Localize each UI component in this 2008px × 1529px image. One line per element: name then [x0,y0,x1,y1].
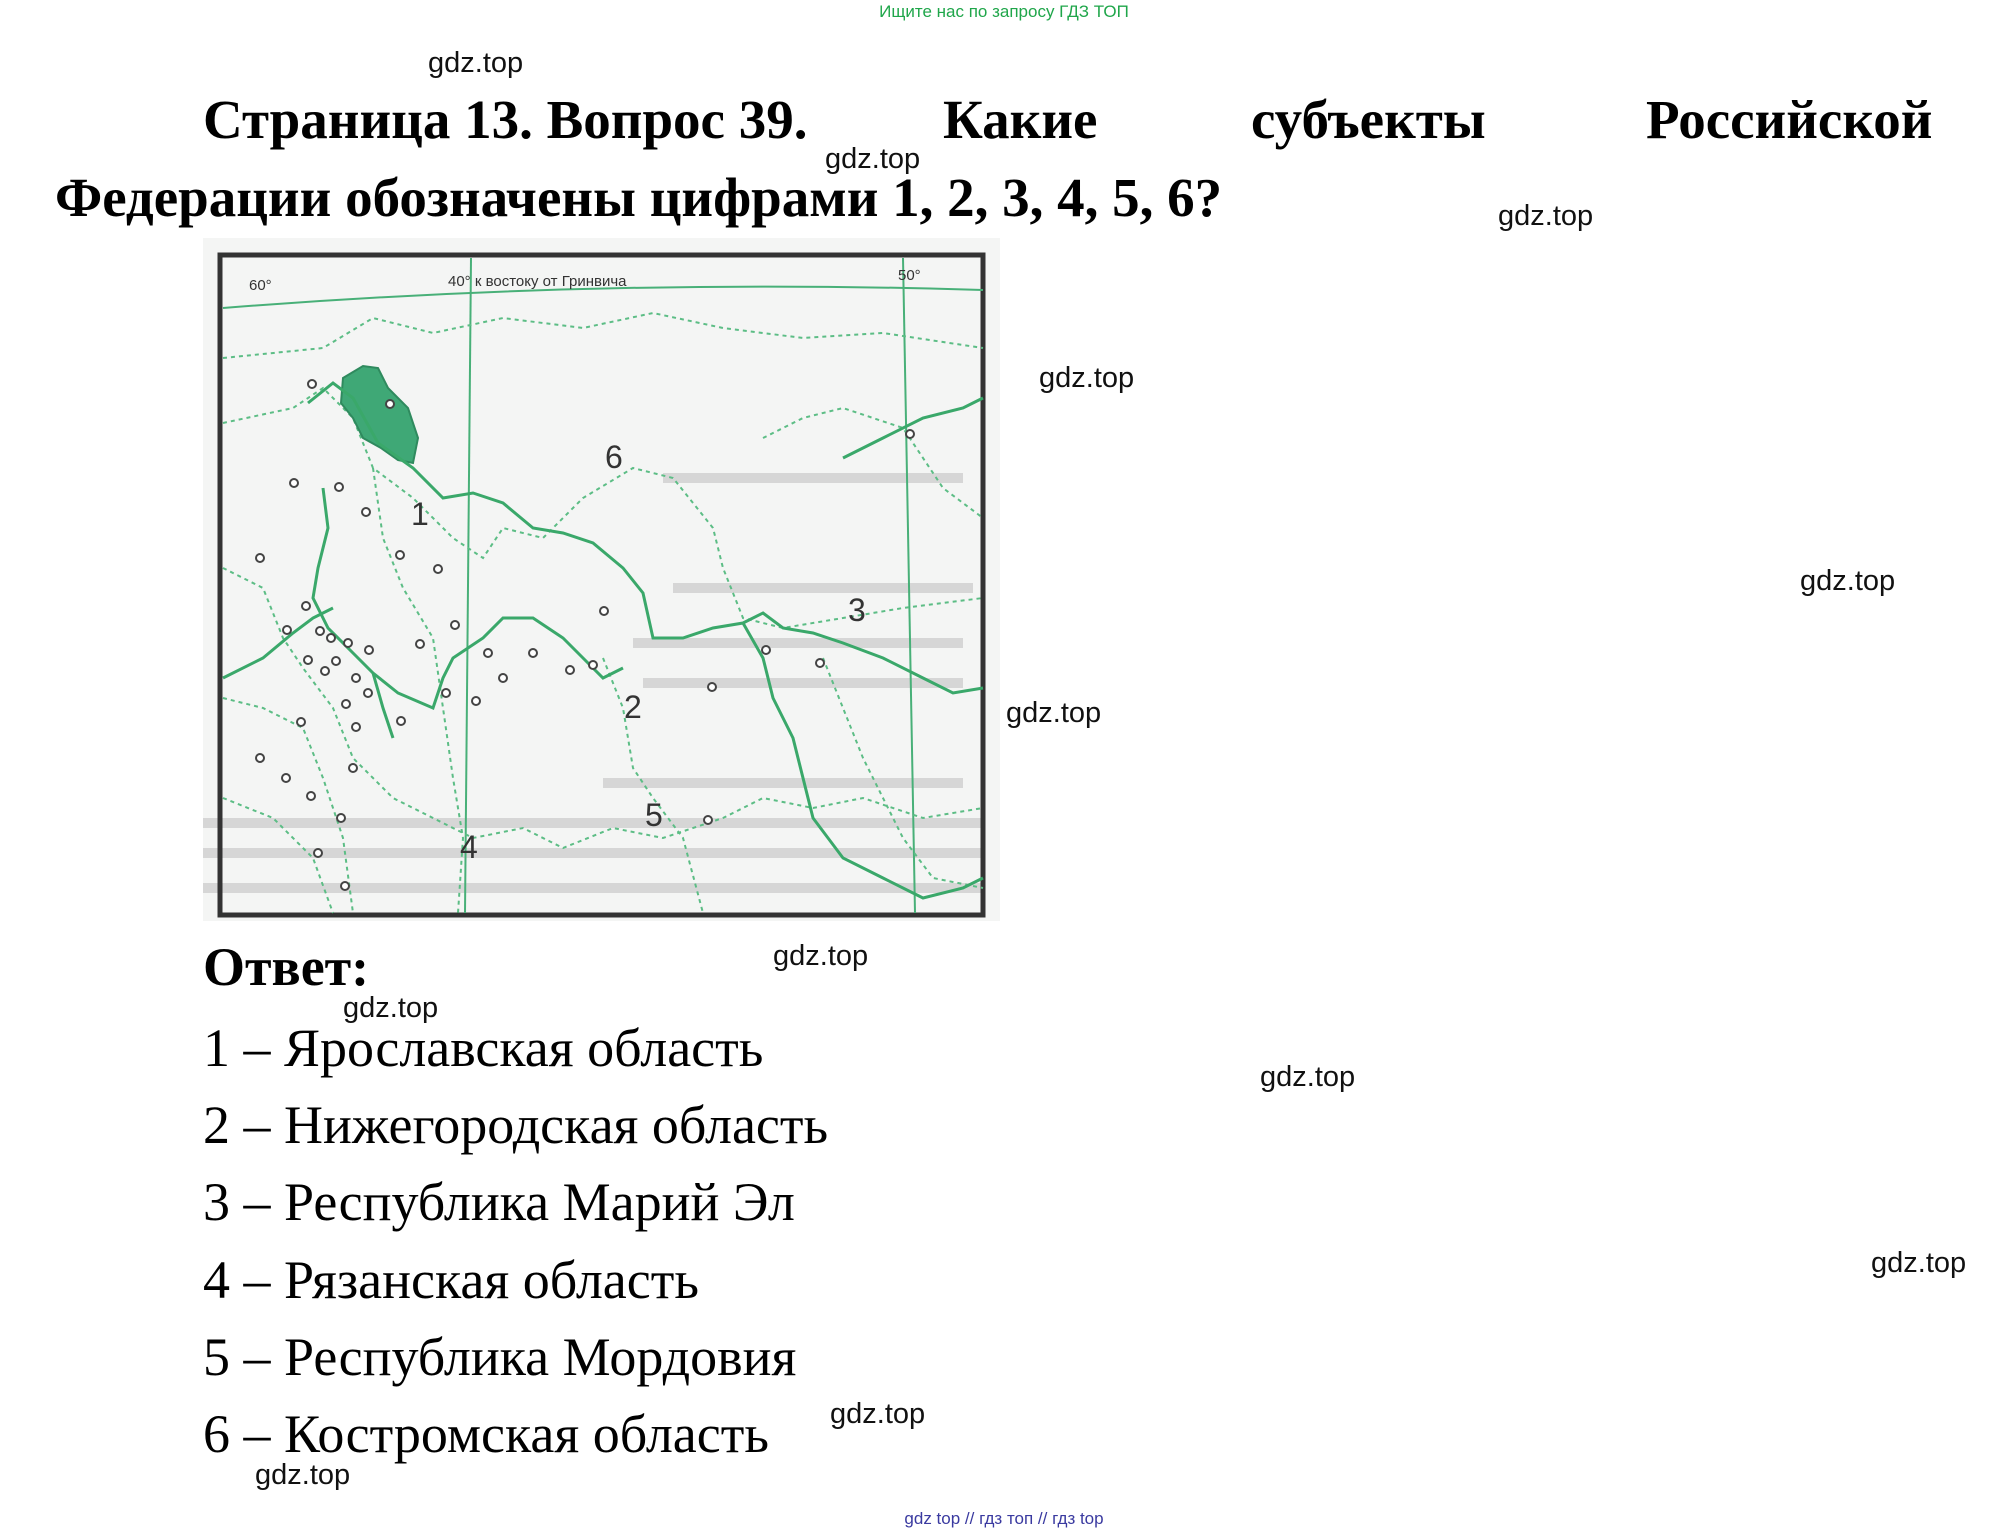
title-part-which: Какие [943,89,1098,150]
watermark: gdz.top [1498,200,1594,232]
watermark: gdz.top [1006,697,1102,729]
map-number-4: 4 [460,829,478,865]
map-number-3: 3 [848,592,866,628]
watermark: gdz.top [255,1459,351,1491]
footer-links: gdz top // гдз топ // гдз top [904,1509,1104,1528]
watermark: gdz.top [343,992,439,1024]
watermark: gdz.top [825,143,921,175]
title-part-russian: Российской [1646,89,1933,150]
watermark: gdz.top [1260,1061,1356,1093]
answer-item: 6 – Костромская область [203,1404,769,1464]
map-number-2: 2 [624,689,642,725]
answer-label: Ответ: [203,937,370,997]
top-banner: Ищите нас по запросу ГДЗ ТОП [879,2,1129,21]
answer-item: 3 – Республика Марий Эл [203,1172,795,1232]
answer-item: 1 – Ярославская область [203,1018,764,1078]
watermark: gdz.top [1039,362,1135,394]
question-title-line2: Федерации обозначены цифрами 1, 2, 3, 4, 5, 6? [55,167,1223,228]
watermark: gdz.top [1800,565,1896,597]
watermark: gdz.top [428,47,524,79]
watermark: gdz.top [773,940,869,972]
map-number-1: 1 [411,496,429,532]
regions-map [203,238,1000,921]
map-lon-right: 50° [898,267,921,284]
title-part-page-question: Страница 13. Вопрос 39. [203,89,808,150]
map-top-label: 40° к востоку от Гринвича [448,273,627,290]
answer-item: 5 – Республика Мордовия [203,1327,797,1387]
map-lon-left: 60° [249,277,272,294]
title-part-subjects: субъекты [1251,89,1486,150]
answer-item: 4 – Рязанская область [203,1250,699,1310]
map-number-5: 5 [645,797,663,833]
map-number-6: 6 [605,439,623,475]
watermark: gdz.top [1871,1247,1967,1279]
watermark: gdz.top [830,1398,926,1430]
answer-item: 2 – Нижегородская область [203,1095,829,1155]
